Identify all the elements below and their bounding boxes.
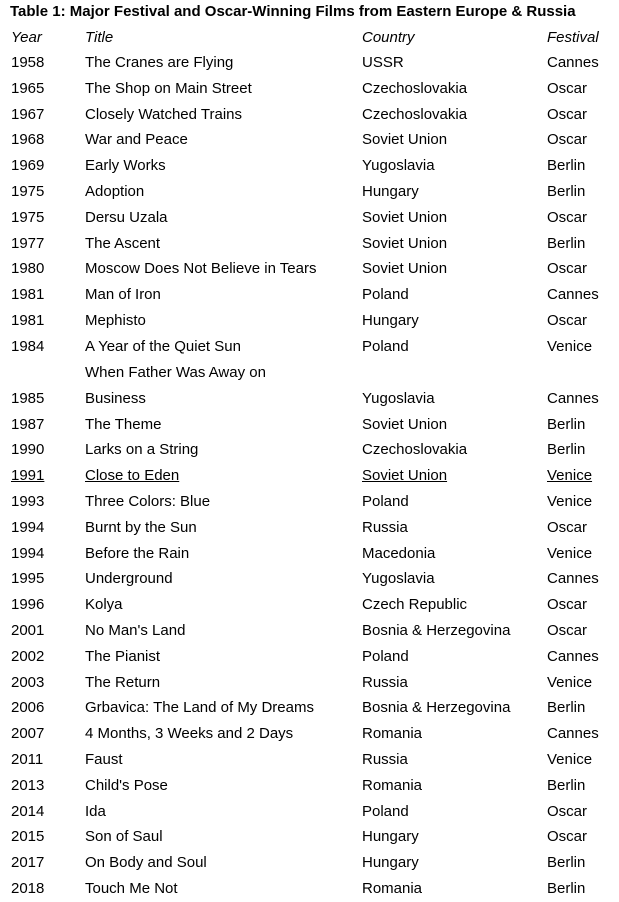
cell-year: 2007 [11, 725, 45, 743]
cell-year: 1995 [11, 570, 45, 588]
cell-year: 1975 [11, 208, 45, 226]
cell-country: Czechoslovakia [362, 105, 468, 123]
cell-year: 2014 [11, 802, 45, 820]
cell-country: Czechoslovakia [362, 441, 468, 459]
cell-festival: Oscar [547, 260, 588, 278]
table-row [0, 127, 619, 153]
cell-country: Hungary [362, 828, 419, 846]
cell-country: Poland [362, 493, 409, 510]
cell-festival: Berlin [547, 234, 586, 252]
cell-title: Closely Watched Trains [85, 105, 243, 123]
table-row [0, 747, 619, 773]
cell-festival: Cannes [547, 647, 599, 665]
cell-title: Moscow Does Not Believe in Tears [85, 260, 317, 278]
cell-title: Close to Eden [85, 467, 180, 485]
cell-country: Russia [362, 751, 408, 768]
cell-festival: Berlin [547, 776, 586, 794]
cell-year: 2018 [11, 880, 45, 897]
cell-year: 1969 [11, 157, 45, 175]
table-row [0, 50, 619, 76]
table-row [0, 876, 619, 902]
cell-year: 1984 [11, 337, 45, 355]
cell-year: 1981 [11, 286, 45, 304]
cell-country: Poland [362, 647, 409, 665]
table-row [0, 205, 619, 231]
table-row [0, 282, 619, 308]
cell-title: On Body and Soul [85, 854, 207, 872]
table-row [0, 850, 619, 876]
cell-title: The Ascent [85, 234, 161, 252]
table-row [0, 773, 619, 799]
cell-year: 1996 [11, 596, 45, 614]
cell-year: 1965 [11, 79, 45, 97]
cell-title: Before the Rain [85, 544, 190, 562]
header-title: Title [85, 29, 114, 46]
table-row [0, 179, 619, 205]
cell-title: Three Colors: Blue [85, 493, 211, 510]
cell-year: 1987 [11, 415, 45, 433]
cell-year: 2015 [11, 828, 45, 846]
cell-festival: Venice [547, 337, 593, 355]
cell-title: Grbavica: The Land of My Dreams [85, 699, 314, 717]
table-row [0, 231, 619, 257]
cell-title: Faust [85, 751, 123, 768]
table-row [0, 102, 619, 128]
table-row [0, 412, 619, 438]
cell-country: Czechoslovakia [362, 79, 468, 97]
cell-country: Soviet Union [362, 208, 448, 226]
cell-title: Burnt by the Sun [85, 518, 197, 536]
cell-country: Soviet Union [362, 415, 448, 433]
cell-festival: Oscar [547, 312, 588, 329]
cell-title: Son of Saul [85, 828, 163, 846]
cell-year: 2003 [11, 673, 45, 691]
header-festival: Festival [547, 29, 599, 46]
cell-country: Soviet Union [362, 234, 448, 252]
table-row [0, 153, 619, 179]
cell-festival: Berlin [547, 854, 586, 872]
cell-year: 1975 [11, 183, 45, 200]
cell-country: Macedonia [362, 544, 436, 562]
cell-year: 1977 [11, 234, 45, 252]
cell-festival: Oscar [547, 596, 588, 614]
cell-country: Bosnia & Herzegovina [362, 699, 511, 717]
cell-country: Poland [362, 337, 409, 355]
cell-year: 2011 [11, 751, 44, 768]
cell-year: 2006 [11, 699, 45, 717]
table-row [0, 463, 619, 489]
cell-festival: Venice [547, 673, 593, 691]
cell-country: Romania [362, 776, 423, 794]
table-row [0, 670, 619, 696]
cell-country: Hungary [362, 854, 419, 872]
table-row [0, 515, 619, 541]
cell-title: Dersu Uzala [85, 208, 168, 226]
cell-festival: Berlin [547, 183, 586, 200]
cell-festival: Berlin [547, 415, 586, 433]
cell-year: 1994 [11, 544, 45, 562]
cell-country: Romania [362, 880, 423, 897]
cell-festival: Cannes [547, 725, 599, 743]
table-row [0, 76, 619, 102]
cell-country: Czech Republic [362, 596, 468, 614]
cell-title: A Year of the Quiet Sun [85, 337, 241, 355]
cell-country: Soviet Union [362, 260, 448, 278]
cell-festival: Berlin [547, 880, 586, 897]
cell-festival: Cannes [547, 570, 599, 588]
table-row [0, 489, 619, 515]
cell-title: When Father Was Away on Business [85, 363, 266, 407]
table-row [0, 799, 619, 825]
cell-festival: Oscar [547, 518, 588, 536]
cell-year: 2002 [11, 647, 45, 665]
cell-year: 1993 [11, 493, 45, 510]
cell-title: Larks on a String [85, 441, 199, 459]
cell-festival: Berlin [547, 441, 586, 459]
cell-title: The Cranes are Flying [85, 54, 234, 71]
cell-year: 1994 [11, 518, 45, 536]
cell-festival: Venice [547, 751, 593, 768]
cell-title: Adoption [85, 183, 145, 200]
cell-title: Underground [85, 570, 173, 588]
cell-title: The Return [85, 673, 161, 691]
cell-country: Hungary [362, 183, 419, 200]
cell-year: 1991 [11, 467, 45, 485]
header-country: Country [362, 29, 415, 46]
cell-festival: Oscar [547, 828, 588, 846]
table-row [0, 566, 619, 592]
cell-festival: Oscar [547, 79, 588, 97]
table-row [0, 721, 619, 747]
cell-festival: Venice [547, 544, 593, 562]
cell-festival: Oscar [547, 131, 588, 149]
table-row [0, 308, 619, 334]
cell-festival: Oscar [547, 622, 588, 639]
cell-title: The Theme [85, 415, 162, 433]
table-row [0, 334, 619, 360]
table-row [0, 437, 619, 463]
cell-festival: Venice [547, 493, 593, 510]
cell-country: Bosnia & Herzegovina [362, 622, 511, 639]
cell-festival: Oscar [547, 802, 588, 820]
cell-year: 2017 [11, 854, 45, 872]
cell-title: Early Works [85, 157, 166, 175]
cell-country: Yugoslavia [362, 570, 435, 588]
cell-year: 1990 [11, 441, 45, 459]
header-year: Year [11, 29, 42, 46]
cell-year: 1968 [11, 131, 45, 149]
table-row [0, 360, 619, 412]
cell-festival: Cannes [547, 54, 599, 71]
table-row [0, 541, 619, 567]
cell-year: 1980 [11, 260, 45, 278]
cell-festival: Oscar [547, 105, 588, 123]
cell-festival: Venice [547, 467, 593, 485]
cell-country: Russia [362, 518, 408, 536]
table-row [0, 592, 619, 618]
table-title: Table 1: Major Festival and Oscar-Winning Films from Eastern Europe & Russia [10, 3, 576, 20]
cell-title: The Pianist [85, 647, 161, 665]
table-row [0, 618, 619, 644]
cell-country: Poland [362, 286, 409, 304]
cell-title: Child's Pose [85, 776, 168, 794]
table-row [0, 824, 619, 850]
cell-year: 2001 [11, 622, 45, 639]
cell-festival: Cannes [547, 286, 599, 304]
cell-title: The Shop on Main Street [85, 79, 252, 97]
table-row [0, 256, 619, 282]
cell-title: 4 Months, 3 Weeks and 2 Days [85, 725, 294, 743]
cell-country: Romania [362, 725, 423, 743]
cell-festival: Cannes [547, 389, 599, 407]
cell-year: 1985 [11, 389, 45, 407]
cell-title: Touch Me Not [85, 880, 178, 897]
cell-country: Yugoslavia [362, 389, 435, 407]
table-row [0, 695, 619, 721]
cell-title: Mephisto [85, 312, 146, 329]
cell-festival: Berlin [547, 699, 586, 717]
cell-title: Ida [85, 802, 106, 820]
cell-country: Yugoslavia [362, 157, 435, 175]
cell-title: Man of Iron [85, 286, 161, 304]
cell-title: War and Peace [85, 131, 188, 149]
cell-year: 1958 [11, 54, 45, 71]
cell-title: Kolya [85, 596, 123, 614]
table-row [0, 644, 619, 670]
cell-country: Soviet Union [362, 131, 448, 149]
cell-country: USSR [362, 54, 404, 71]
cell-country: Hungary [362, 312, 419, 329]
cell-year: 1967 [11, 105, 45, 123]
cell-festival: Berlin [547, 157, 586, 175]
cell-country: Poland [362, 802, 409, 820]
cell-title: No Man's Land [85, 622, 186, 639]
cell-festival: Oscar [547, 208, 588, 226]
cell-year: 2013 [11, 776, 45, 794]
cell-country: Russia [362, 673, 408, 691]
table-header-row [0, 25, 619, 51]
cell-year: 1981 [11, 312, 45, 329]
cell-country: Soviet Union [362, 467, 448, 485]
